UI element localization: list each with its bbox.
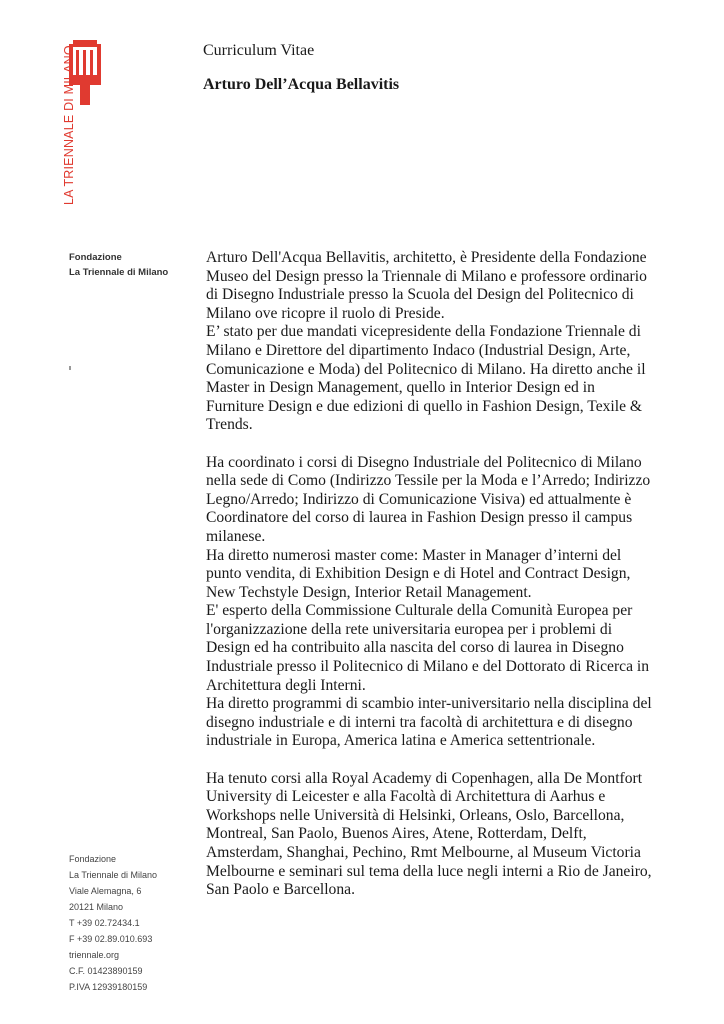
footer-tax-code: C.F. 01423890159 [69,966,143,976]
sidebar-org-line2: La Triennale di Milano [69,267,169,278]
footer-line: La Triennale di Milano [69,870,158,880]
bio-paragraph: Ha diretto numerosi master come: Master in Manager d’interni del punto vendita, di Exhibition Design e di Hotel and Contract Design, New Techstyle Design, Interior Retail Management. [206,546,631,601]
footer-website: triennale.org [69,950,120,960]
sidebar-mark [69,366,71,370]
footer-phone: T +39 02.72434.1 [69,918,140,928]
logo-wordmark: LA TRIENNALE DI MILANO [62,45,76,205]
document-title: Curriculum Vitae [203,42,315,59]
bio-paragraph: Arturo Dell'Acqua Bellavitis, architetto, è Presidente della Fondazione Museo del Design presso la Triennale di Milano e professore ordinario di Disegno Industriale presso la Scuola del Design del Politecnico di Milano ove ricopre il ruolo di Preside. [206,249,647,322]
footer-vat: P.IVA 12939180159 [69,982,148,992]
bio-paragraph: E’ stato per due mandati vicepresidente della Fondazione Triennale di Milano e Direttore del dipartimento Indaco (Industrial Design, Arte, Comunicazione e Moda) del Politecnico di Milano. Ha diretto anche il Master in Design Management, quello in Interior Design ed in Furniture Design e due edizioni di quello in Fashion Design, Texile & Trends. [206,323,646,434]
footer-line: Fondazione [69,854,117,864]
footer-contact [69,851,157,995]
footer-fax: F +39 02.89.010.693 [69,934,153,944]
biography-text [206,249,656,900]
bio-paragraph: Ha coordinato i corsi di Disegno Industriale del Politecnico di Milano nella sede di Como (Indirizzo Tessile per la Moda e l’Arredo; Indirizzo Legno/Arredo; Indirizzo di Comunicazione Visiva) ed attualmente è Coordinatore del corso di laurea in Fashion Design presso il campus milanese. [206,453,651,545]
bio-paragraph: Ha diretto programmi di scambio inter-universitario nella disciplina del disegno industriale e di interni tra facoltà di architettura e di disegno industriale in Europa, America latina e America settentrionale. [206,695,652,750]
sidebar-organization [69,250,168,280]
footer-address: Viale Alemagna, 6 [69,886,142,896]
bio-paragraph: Ha tenuto corsi alla Royal Academy di Copenhagen, alla De Montfort University di Leicester e alla Facoltà di Architettura di Aarhus e Workshops nelle Università di Helsinki, Orleans, Oslo, Barcellona, Montreal, San Paolo, Buenos Aires, Atene, Rotterdam, Delft, Amsterdam, Shanghai, Pechino, Rmt Melbourne, al Museum Victoria Melbourne e seminari sul tema della luce negli interni a Rio de Janeiro, San Paolo e Barcellona. [206,769,652,899]
person-name: Arturo Dell’Acqua Bellavitis [203,76,400,93]
bio-paragraph: E' esperto della Commissione Culturale della Comunità Europea per l'organizzazione della rete universitaria europea per i problemi di Design ed ha contribuito alla nascita del corso di laurea in Disegno Industriale presso il Politecnico di Milano e del Dottorato di Ricerca in Architettura degli Interni. [206,602,650,694]
footer-city: 20121 Milano [69,902,124,912]
sidebar-org-line1: Fondazione [69,252,122,263]
